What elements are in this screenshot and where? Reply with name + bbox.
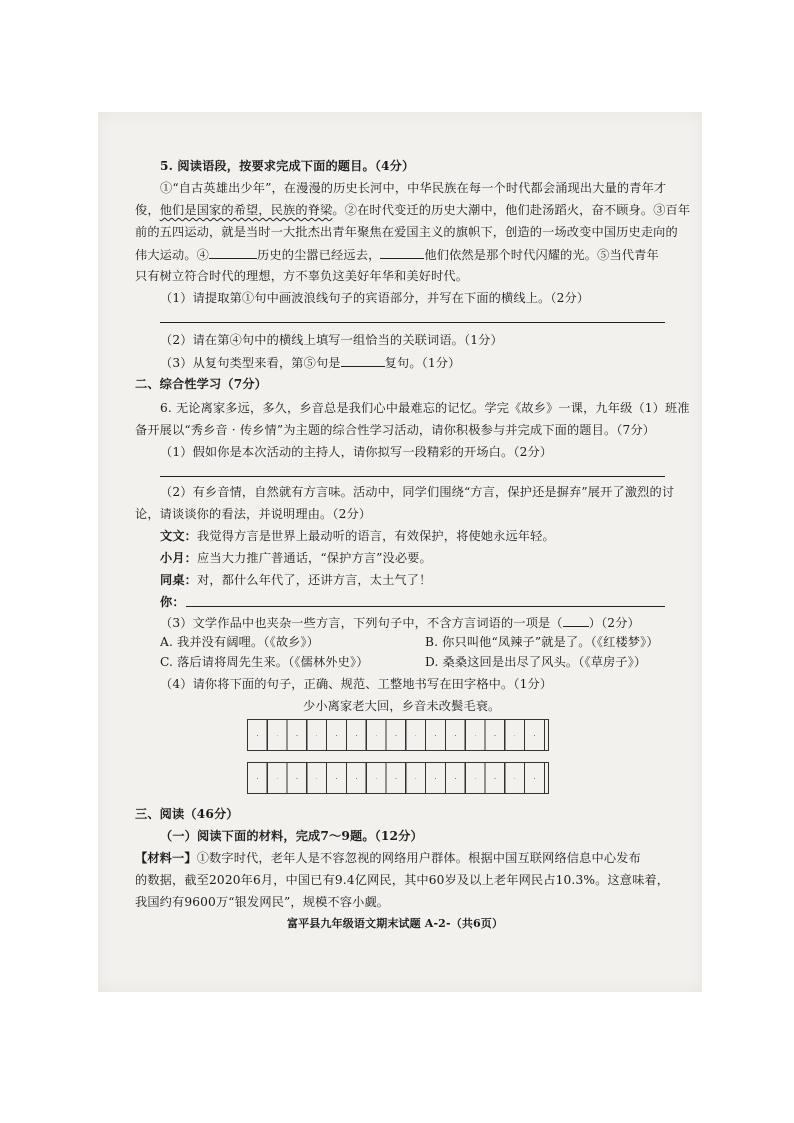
- q5-title: 5. 阅读语段，按要求完成下面的题目。（4分）: [160, 159, 415, 173]
- page-footer: 富平县九年级语文期末试题 A-2-（共6页）: [287, 917, 504, 930]
- q5-sub2: （2）请在第④句中的横线上填写一组恰当的关联词语。（1分）: [160, 333, 503, 347]
- material-1-label: 【材料一】: [135, 851, 197, 865]
- q6-sub1: （1）假如你是本次活动的主持人，请你拟写一段精彩的开场白。（2分）: [160, 445, 553, 459]
- dialogue-xiaoyue: [160, 550, 432, 566]
- q6-sub2-line-2: 论，请谈谈你的看法，并说明理由。（2分）: [135, 507, 372, 521]
- section-3-title: 三、阅读（46分）: [135, 807, 239, 821]
- q5-sub3-start: （3）从复句类型来看，第⑤句是: [160, 356, 341, 370]
- q5-l4-mid: 历史的尘嚣已经远去，: [257, 248, 381, 262]
- q5-sub1: （1）请提取第①句中画波浪线句子的宾语部分，并写在下面的横线上。（2分）: [160, 291, 590, 305]
- option-c: C. 落后请将周先生来。（《儒林外史》）: [160, 655, 369, 669]
- q6-line-1: 6. 无论离家多远，多久，乡音总是我们心中最难忘的记忆。学完《故乡》一课，九年级（1）班准: [160, 401, 690, 415]
- q5-para-line-1: ①“自古英雄出少年”，在漫漫的历史长河中，中华民族在每一个时代都会涌现出大量的青年才: [160, 181, 667, 195]
- q5-l2-end: 。②在时代变迁的历史大潮中，他们赴汤蹈火，奋不顾身。③百年: [332, 203, 691, 217]
- answer-line-you[interactable]: [186, 606, 665, 607]
- connective-blank-1[interactable]: [209, 246, 257, 259]
- q6-sub2-line-1: （2）有乡音情，自然就有方言味。活动中，同学们围绕“方言，保护还是摒弃”展开了激烈的讨: [160, 485, 675, 499]
- section-2-title: 二、综合性学习（7分）: [135, 377, 268, 391]
- speaker-xiaoyue: 小月：: [160, 551, 198, 565]
- wenwen-text: 我觉得方言是世界上最动听的语言，有效保护，将使她永远年轻。: [197, 529, 555, 543]
- material-1-line-1: [135, 850, 641, 866]
- poem-line: 少小离家老大回，乡音未改鬓毛衰。: [303, 699, 501, 713]
- wavy-underlined-sentence: 他们是国家的希望，民族的脊梁: [159, 203, 333, 217]
- option-a: A. 我并没有阔哩。（《故乡》）: [160, 635, 320, 649]
- option-b: B. 你只叫他“凤辣子”就是了。（《红楼梦》）: [425, 635, 659, 649]
- tianzige-grid-1[interactable]: [247, 719, 549, 751]
- q5-para-line-4: [135, 246, 659, 263]
- dialogue-wenwen: [160, 528, 555, 544]
- reading-part-1-title: （一）阅读下面的材料，完成7～9题。（12分）: [160, 829, 423, 843]
- q5-l4-end: 他们依然是那个时代闪耀的光。⑤当代青年: [424, 248, 659, 262]
- q5-l4-start: 伟大运动。④: [135, 248, 210, 262]
- answer-line-q6-1[interactable]: [160, 476, 665, 477]
- q6-sub3-end: ）（2分）: [588, 616, 640, 630]
- material-1-text-1: ①数字时代，老年人是不容忽视的网络用户群体。根据中国互联网络信息中心发布: [196, 851, 641, 865]
- choice-answer-blank[interactable]: [563, 614, 589, 627]
- speaker-you: 你：: [160, 595, 185, 609]
- option-d: D. 桑桑这回是出尽了风头。（《草房子》）: [425, 655, 647, 669]
- q5-sub3-end: 复句。（1分）: [384, 356, 461, 370]
- tongzhuo-text: 对，都什么年代了，还讲方言，太土气了！: [197, 573, 432, 587]
- q5-para-line-5: 只有树立符合时代的理想，方不辜负这美好年华和美好时代。: [135, 269, 469, 283]
- q5-l2-start: 俊，: [135, 203, 160, 217]
- q5-para-line-3: 前的五四运动，就是当时一大批杰出青年聚焦在爱国主义的旗帜下，创造的一场改变中国历史走向的: [135, 225, 678, 239]
- answer-line-q5-1[interactable]: [160, 322, 665, 323]
- speaker-tongzhuo: 同桌：: [160, 573, 198, 587]
- q5-para-line-2: [135, 202, 690, 218]
- dialogue-tongzhuo: [160, 572, 431, 588]
- xiaoyue-text: 应当大力推广普通话，“保护方言”没必要。: [197, 551, 432, 565]
- q6-line-2: 备开展以“秀乡音 · 传乡情”为主题的综合性学习活动，请你积极参与并完成下面的题目。（7分）: [135, 423, 656, 437]
- tianzige-grid-2[interactable]: [247, 762, 549, 794]
- material-1-line-2: 的数据，截至2020年6月，中国已有9.4亿网民，其中60岁及以上老年网民占10.3%。这意味着，: [135, 873, 670, 887]
- connective-blank-2[interactable]: [380, 246, 424, 259]
- q6-sub3: [160, 614, 640, 631]
- q5-sub3: [160, 354, 460, 371]
- q6-sub3-start: （3）文学作品中也夹杂一些方言，下列句子中，不含方言词语的一项是（: [160, 616, 563, 630]
- material-1-line-3: 我国约有9600万“银发网民”，规模不容小觑。: [135, 895, 390, 909]
- sentence-type-blank[interactable]: [341, 354, 385, 367]
- q6-sub4: （4）请你将下面的句子，正确、规范、工整地书写在田字格中。（1分）: [160, 677, 553, 691]
- speaker-wenwen: 文文：: [160, 529, 198, 543]
